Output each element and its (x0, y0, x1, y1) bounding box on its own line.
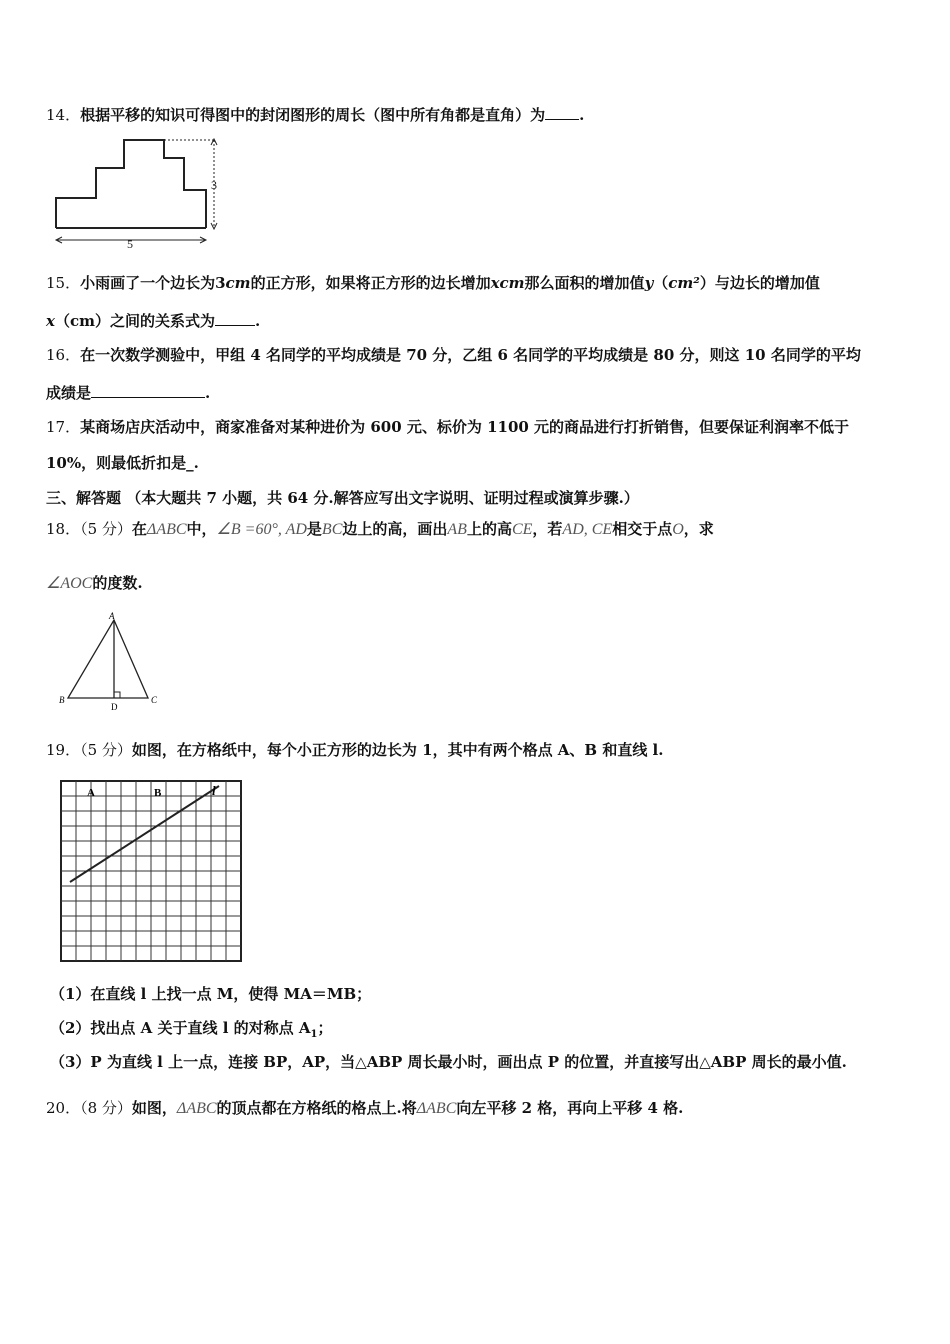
section-heading: 三、解答题 （本大题共 7 小题，共 64 分.解答应写出文字说明、证明过程或演算步骤.） (46, 489, 639, 507)
q18-triangle-figure (56, 608, 166, 714)
question-number: 14． (46, 106, 81, 124)
closed-shape-outline (56, 140, 206, 228)
q15-line2: x（cm）之间的关系式为 . (46, 312, 261, 330)
grid-point-b: B (154, 787, 162, 799)
line-l (70, 786, 219, 882)
q18-line2: ∠AOC的度数. (46, 574, 143, 592)
q14-staircase-figure (48, 132, 228, 250)
height-label: 3 (211, 178, 217, 192)
q20-line1: 20．（8 分）如图，ΔABC的顶点都在方格纸的格点上.将ΔABC向左平移 2 格，再向上平移 4 格. (46, 1099, 684, 1117)
line-l-label: l (212, 783, 216, 798)
answer-blank[interactable] (91, 383, 205, 398)
q19-sub1: （1）在直线 l 上找一点 M，使得 MA＝MB； (50, 985, 372, 1003)
vertex-label-c: C (151, 695, 158, 705)
q19-sub2: （2）找出点 A 关于直线 l 的对称点 $A_1$； (50, 1019, 333, 1040)
q14-text: 14．根据平移的知识可得图中的封闭图形的周长（图中所有角都是直角）为 . (46, 106, 585, 124)
vertex-label-a: A (109, 611, 115, 621)
q17-line2: 10%，则最低折扣是_. (46, 454, 199, 472)
point-label-d: D (111, 702, 118, 712)
triangle-abc (68, 620, 148, 698)
question-body: 根据平移的知识可得图中的封闭图形的周长（图中所有角都是直角）为 (80, 106, 546, 124)
q16-line2: 成绩是 . (46, 384, 211, 402)
right-angle-mark (114, 692, 120, 698)
width-label: 5 (127, 237, 133, 250)
q17-line1: 17．某商场店庆活动中，商家准备对某种进价为 600 元、标价为 1100 元的商品进行打折销售，但要保证利润率不低于 (46, 418, 850, 436)
q19-grid-figure (56, 776, 246, 962)
answer-blank[interactable] (215, 311, 255, 326)
q15-line1: 15．小雨画了一个边长为3cm的正方形，如果将正方形的边长增加xcm那么面积的增加值y（cm²）与边长的增加值 (46, 274, 820, 292)
q18-line1: 18．（5 分）在ΔABC中，∠B =60°, AD是BC边上的高，画出AB上的高CE，若AD, CE相交于点O，求 (46, 520, 714, 538)
q19-sub3: （3）P 为直线 l 上一点，连接 BP，AP，当△ABP 周长最小时，画出点 P 的位置，并直接写出△ABP 周长的最小值. (50, 1053, 847, 1071)
vertex-label-b: B (59, 695, 65, 705)
grid-point-a: A (87, 787, 95, 799)
answer-blank[interactable] (545, 105, 579, 120)
q19-line1: 19．（5 分）如图，在方格纸中，每个小正方形的边长为 1，其中有两个格点 A、B 和直线 l. (46, 741, 664, 759)
q16-line1: 16．在一次数学测验中，甲组 4 名同学的平均成绩是 70 分，乙组 6 名同学的平均成绩是 80 分，则这 10 名同学的平均 (46, 346, 861, 364)
